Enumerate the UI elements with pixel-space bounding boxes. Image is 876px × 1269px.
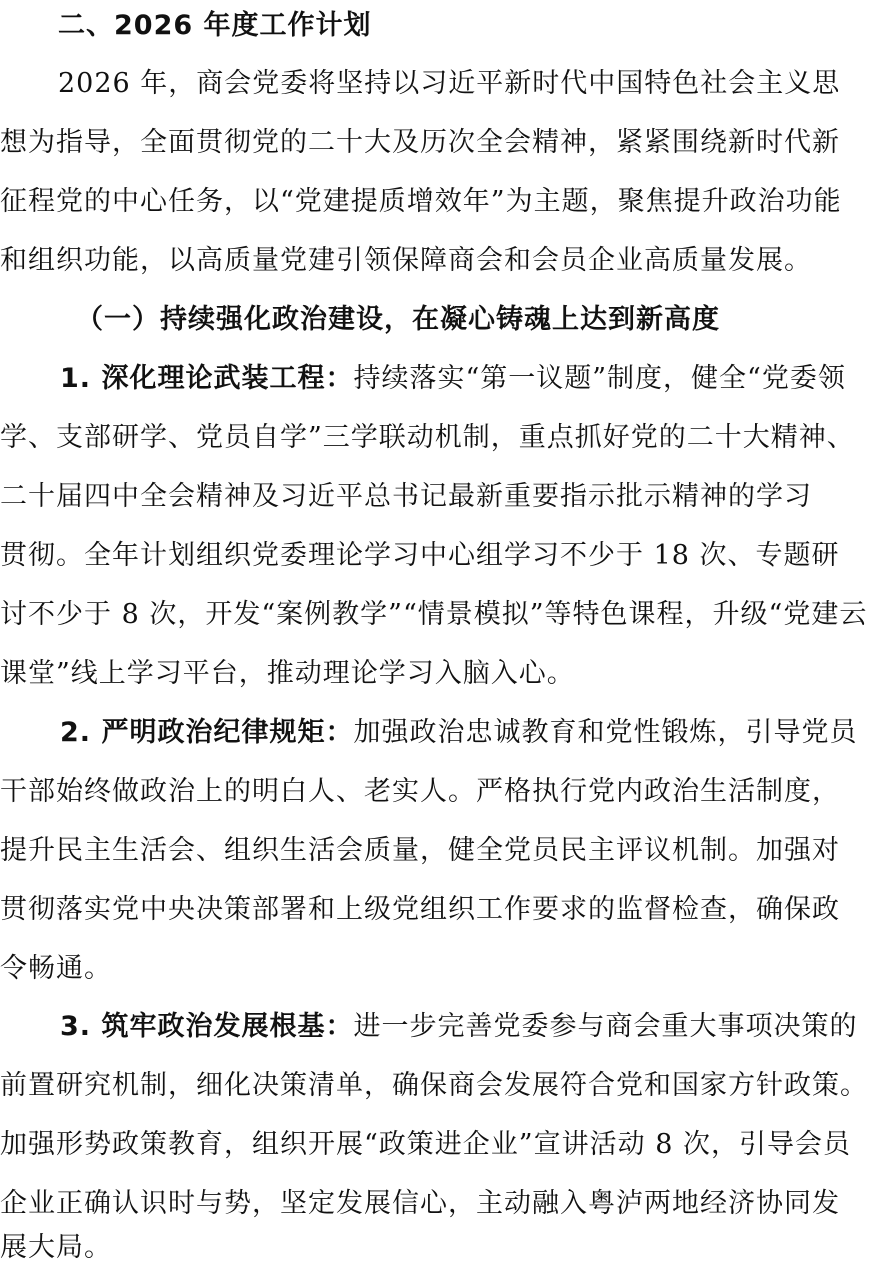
item-2-line-3: 提升民主生活会、组织生活会质量，健全党员民主评议机制。加强对 bbox=[0, 835, 840, 866]
item-1-line-5: 讨不少于 8 次，开发“案例教学”“情景模拟”等特色课程，升级“党建云 bbox=[0, 599, 868, 630]
intro-line-3: 征程党的中心任务，以“党建提质增效年”为主题，聚焦提升政治功能 bbox=[0, 186, 842, 217]
intro-line-1: 2026 年，商会党委将坚持以习近平新时代中国特色社会主义思 bbox=[58, 68, 841, 99]
item-1-line-6: 课堂”线上学习平台，推动理论学习入脑入心。 bbox=[0, 658, 575, 689]
item-2-line-4: 贯彻落实党中央决策部署和上级党组织工作要求的监督检查，确保政 bbox=[0, 894, 840, 925]
item-2-text: 加强政治忠诚教育和党性锻炼，引导党员 bbox=[353, 717, 858, 748]
item-3-line-5: 展大局。 bbox=[0, 1232, 112, 1263]
subsection-heading: （一）持续强化政治建设，在凝心铸魂上达到新高度 bbox=[76, 304, 720, 335]
item-1-title: 1. 深化理论武装工程： bbox=[60, 363, 354, 394]
intro-line-4: 和组织功能，以高质量党建引领保障商会和会员企业高质量发展。 bbox=[0, 245, 812, 276]
item-1-line-2: 学、支部研学、党员自学”三学联动机制，重点抓好党的二十大精神、 bbox=[0, 422, 855, 453]
item-2-line-5: 令畅通。 bbox=[0, 953, 112, 984]
item-3-title: 3. 筑牢政治发展根基： bbox=[60, 1011, 354, 1042]
item-1-text: 持续落实“第一议题”制度，健全“党委领 bbox=[353, 363, 846, 394]
item-3-first-line bbox=[0, 1007, 860, 1047]
section-heading: 二、2026 年度工作计划 bbox=[58, 10, 372, 41]
item-3-text: 进一步完善党委参与商会重大事项决策的 bbox=[353, 1011, 858, 1042]
item-1-first-line bbox=[0, 359, 860, 399]
intro-line-2: 想为指导，全面贯彻党的二十大及历次全会精神，紧紧围绕新时代新 bbox=[0, 127, 840, 158]
item-3-line-2: 前置研究机制，细化决策清单，确保商会发展符合党和国家方针政策。 bbox=[0, 1070, 868, 1101]
item-3-line-4: 企业正确认识时与势，坚定发展信心，主动融入粤泸两地经济协同发 bbox=[0, 1188, 840, 1219]
item-1-line-4: 贯彻。全年计划组织党委理论学习中心组学习不少于 18 次、专题研 bbox=[0, 540, 840, 571]
item-2-first-line bbox=[0, 713, 860, 753]
item-2-line-2: 干部始终做政治上的明白人、老实人。严格执行党内政治生活制度， bbox=[0, 776, 840, 807]
item-2-title: 2. 严明政治纪律规矩： bbox=[60, 717, 354, 748]
item-3-line-3: 加强形势政策教育，组织开展“政策进企业”宣讲活动 8 次，引导会员 bbox=[0, 1129, 851, 1160]
item-1-line-3: 二十届四中全会精神及习近平总书记最新重要指示批示精神的学习 bbox=[0, 481, 812, 512]
